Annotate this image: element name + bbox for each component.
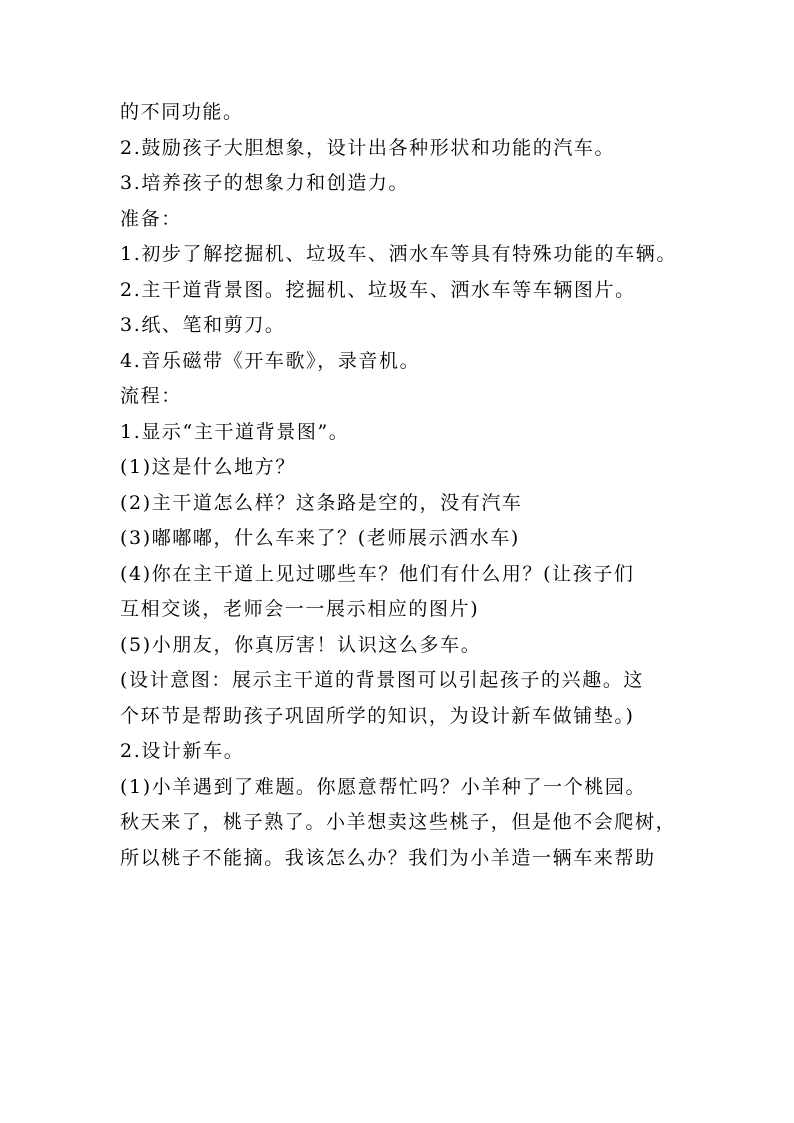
- section-heading-preparation: 准备：: [120, 207, 182, 230]
- text-line: 2.设计新车。: [120, 740, 245, 762]
- text-line: 的不同功能。: [120, 101, 244, 123]
- text-line: (3)嘟嘟嘟，什么车来了？(老师展示洒水车): [120, 527, 520, 549]
- text-line: 互相交谈，老师会一一展示相应的图片): [120, 598, 480, 620]
- text-line: 个环节是帮助孩子巩固所学的知识，为设计新车做铺垫。): [120, 704, 635, 727]
- text-line: 2.主干道背景图。挖掘机、垃圾车、洒水车等车辆图片。: [120, 278, 636, 301]
- text-line: (2)主干道怎么样？这条路是空的，没有汽车: [120, 491, 523, 514]
- document-body: [120, 95, 690, 876]
- text-line: 3.培养孩子的想象力和创造力。: [120, 172, 410, 194]
- text-line: 1.显示“主干道背景图”。: [120, 420, 350, 443]
- text-line: 3.纸、笔和剪刀。: [120, 314, 286, 336]
- text-line: 1.初步了解挖掘机、垃圾车、洒水车等具有特殊功能的车辆。: [120, 243, 677, 265]
- text-line: 所以桃子不能摘。我该怎么办？我们为小羊造一辆车来帮助: [120, 846, 656, 869]
- text-line: (设计意图：展示主干道的背景图可以引起孩子的兴趣。这: [120, 669, 645, 691]
- text-line: (1)这是什么地方？: [120, 456, 296, 478]
- text-line: 4.音乐磁带《开车歌》，录音机。: [120, 349, 421, 372]
- text-line: 2.鼓励孩子大胆想象，设计出各种形状和功能的汽车。: [120, 136, 616, 159]
- text-line: 秋天来了，桃子熟了。小羊想卖这些桃子，但是他不会爬树，: [120, 811, 677, 833]
- section-heading-process: 流程：: [120, 385, 182, 407]
- text-line: (5)小朋友，你真厉害！认识这么多车。: [120, 633, 482, 656]
- text-line: (4)你在主干道上见过哪些车？他们有什么用？(让孩子们: [120, 562, 635, 585]
- text-line: (1)小羊遇到了难题。你愿意帮忙吗？小羊种了一个桃园。: [120, 775, 647, 798]
